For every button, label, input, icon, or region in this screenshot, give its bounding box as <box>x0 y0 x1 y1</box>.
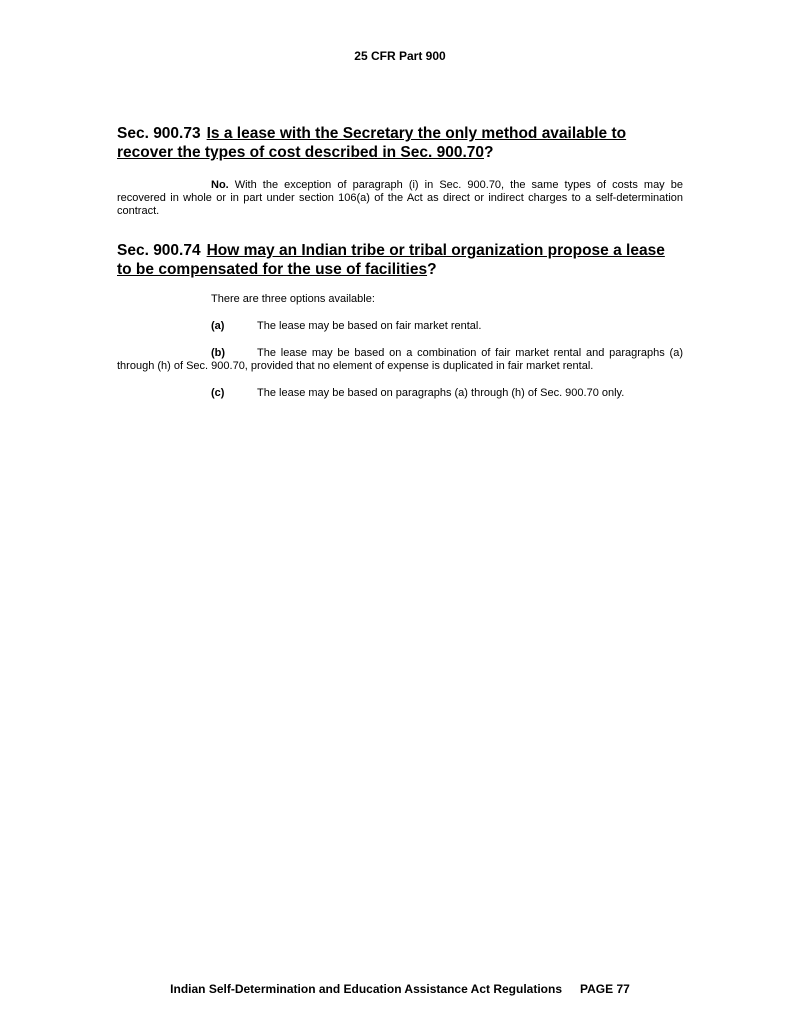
page-header: 25 CFR Part 900 <box>354 49 446 63</box>
answer-text: With the exception of paragraph (i) in Sec. 900.70, the same types of costs may be recovered in whole or in part under section 106(a) of the Act as direct or indirect charges to a self-determination contract. <box>117 179 683 217</box>
option-label: (c) <box>211 387 225 399</box>
section-number: Sec. 900.73 <box>117 125 201 142</box>
section-number: Sec. 900.74 <box>117 242 201 259</box>
option-b <box>117 347 683 373</box>
option-a <box>117 320 683 333</box>
page-footer <box>0 982 800 996</box>
footer-text: Indian Self-Determination and Education Assistance Act Regulations <box>170 982 563 996</box>
section-title-qmark: ? <box>484 144 494 161</box>
option-text: The lease may be based on fair market rental. <box>257 320 482 332</box>
section-heading-900-73 <box>117 124 683 162</box>
section-title: Is a lease with the Secretary the only method available to recover the types of cost described in Sec. 900.70 <box>117 125 627 161</box>
section-heading-900-74 <box>117 241 683 279</box>
answer-lead: No. <box>211 179 229 191</box>
option-text: The lease may be based on paragraphs (a) through (h) of Sec. 900.70 only. <box>257 387 625 399</box>
option-label: (a) <box>211 320 225 332</box>
section-intro-900-74: There are three options available: <box>211 293 375 305</box>
option-label: (b) <box>211 347 226 359</box>
section-title: How may an Indian tribe or tribal organization propose a lease to be compensated for the use of facilities <box>117 242 665 278</box>
section-title-qmark: ? <box>427 261 437 278</box>
option-c <box>117 387 683 400</box>
document-body <box>117 124 683 400</box>
option-text: The lease may be based on a combination of fair market rental and paragraphs (a) through (h) of Sec. 900.70, provided that no element of expense is duplicated in fair market rental. <box>117 347 683 372</box>
page-number: PAGE 77 <box>580 982 630 996</box>
section-answer-900-73 <box>117 179 683 218</box>
